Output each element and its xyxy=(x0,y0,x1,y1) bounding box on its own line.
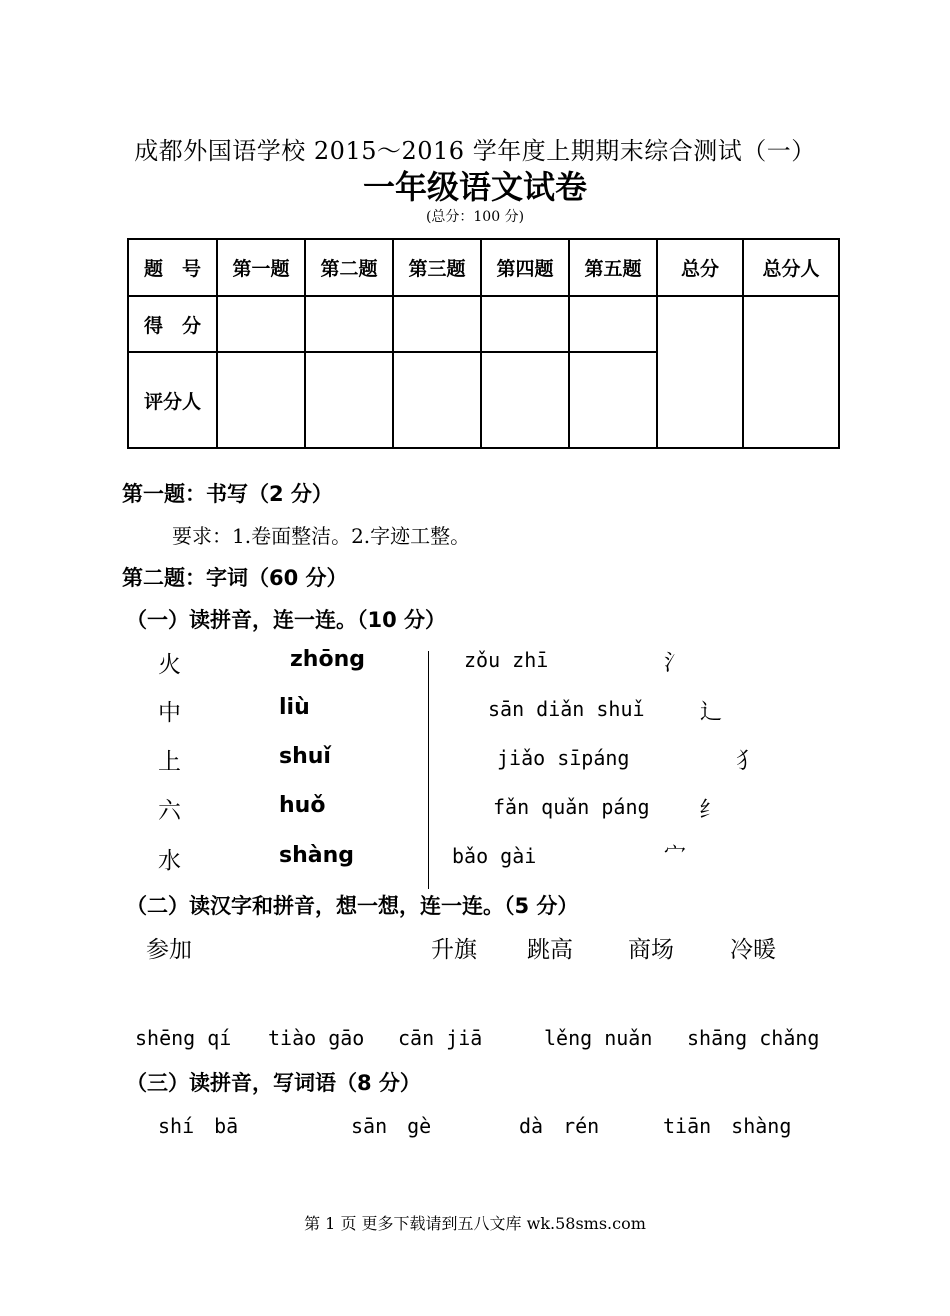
score-cell[interactable] xyxy=(393,296,481,352)
table-header-cell: 第五题 xyxy=(569,239,657,296)
total-grader-cell[interactable] xyxy=(743,296,839,448)
score-table xyxy=(127,238,840,449)
grader-cell[interactable] xyxy=(305,352,393,448)
word-item: 跳高 xyxy=(527,937,573,963)
pinyin-item: shàng xyxy=(279,843,355,868)
q1-requirement: 要求：1.卷面整洁。2.字迹工整。 xyxy=(172,524,471,548)
write-word-pinyin: shí bā xyxy=(158,1114,239,1138)
table-header-cell: 第三题 xyxy=(393,239,481,296)
grader-row-label: 评分人 xyxy=(128,352,217,448)
hanzi-item: 火 xyxy=(158,652,181,678)
radical-name-pinyin: jiǎo sīpáng xyxy=(497,746,630,770)
radical-name-pinyin: sān diǎn shuǐ xyxy=(488,697,645,721)
radical-name-pinyin: fǎn quǎn páng xyxy=(493,795,650,819)
score-cell[interactable] xyxy=(481,296,569,352)
grader-cell[interactable] xyxy=(481,352,569,448)
word-pinyin: tiào gāo xyxy=(268,1026,365,1050)
write-word-pinyin: dà rén xyxy=(519,1114,600,1138)
pinyin-item: shuǐ xyxy=(279,744,331,769)
pinyin-item: zhōng xyxy=(290,647,365,672)
write-word-pinyin: sān gè xyxy=(351,1114,432,1138)
word-item: 参加 xyxy=(146,937,192,963)
table-header-row xyxy=(128,239,839,296)
table-header-cell: 第一题 xyxy=(217,239,305,296)
score-cell[interactable] xyxy=(217,296,305,352)
hanzi-item: 上 xyxy=(158,749,181,775)
exam-subtitle: 成都外国语学校 2015～2016 学年度上期期末综合测试（一） xyxy=(134,137,816,165)
word-pinyin: lěng nuǎn xyxy=(544,1026,653,1050)
hanzi-item: 六 xyxy=(158,798,181,824)
radical-item: 宀 xyxy=(664,843,687,860)
table-header-cell: 题 号 xyxy=(128,239,217,296)
table-header-cell: 第二题 xyxy=(305,239,393,296)
total-score-note: (总分：100 分) xyxy=(425,209,525,225)
word-pinyin: shēng qí xyxy=(135,1026,232,1050)
write-word-pinyin: tiān shàng xyxy=(663,1114,792,1138)
hanzi-item: 水 xyxy=(158,848,181,874)
radical-item: 纟 xyxy=(699,798,722,823)
radical-item: 犭 xyxy=(736,749,759,774)
page-footer: 第 1 页 更多下载请到五八文库 wk.58sms.com xyxy=(304,1214,646,1233)
table-header-cell: 总分 xyxy=(657,239,743,296)
word-pinyin: shāng chǎng xyxy=(687,1026,820,1050)
q2-title: 第二题：字词（60 分） xyxy=(122,566,348,590)
q2-part1-title: （一）读拼音，连一连。（10 分） xyxy=(126,608,447,632)
exam-title: 一年级语文试卷 xyxy=(362,168,587,206)
pinyin-item: liù xyxy=(279,695,310,720)
q2-part2-title: （二）读汉字和拼音，想一想，连一连。（5 分） xyxy=(126,894,579,918)
score-row-label: 得 分 xyxy=(128,296,217,352)
table-header-cell: 第四题 xyxy=(481,239,569,296)
radical-item: 辶 xyxy=(700,700,723,725)
radical-name-pinyin: zǒu zhī xyxy=(464,648,549,672)
total-score-cell[interactable] xyxy=(657,296,743,448)
word-item: 升旗 xyxy=(431,937,477,963)
score-cell[interactable] xyxy=(305,296,393,352)
word-item: 冷暖 xyxy=(730,937,776,963)
column-divider xyxy=(428,651,429,889)
grader-cell[interactable] xyxy=(569,352,657,448)
word-item: 商场 xyxy=(628,937,674,963)
q2-part3-title: （三）读拼音，写词语（8 分） xyxy=(126,1071,421,1095)
q1-title: 第一题：书写（2 分） xyxy=(122,482,333,506)
hanzi-item: 中 xyxy=(158,700,181,726)
radical-name-pinyin: bǎo gài xyxy=(452,844,537,868)
score-cell[interactable] xyxy=(569,296,657,352)
score-row xyxy=(128,296,839,352)
table-header-cell: 总分人 xyxy=(743,239,839,296)
radical-item: 氵 xyxy=(664,651,687,676)
grader-cell[interactable] xyxy=(217,352,305,448)
word-pinyin: cān jiā xyxy=(398,1026,483,1050)
pinyin-item: huǒ xyxy=(279,793,326,818)
grader-cell[interactable] xyxy=(393,352,481,448)
